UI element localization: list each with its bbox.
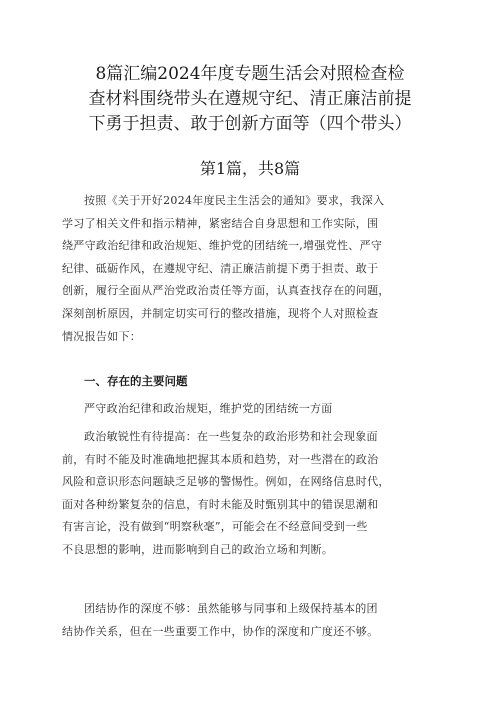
paragraph-line: 面对各种纷繁复杂的信息，有时未能及时甄别其中的错误思潮和 — [62, 497, 379, 511]
paragraph-line: 有害言论，没有做到“明察秋毫”，可能会在不经意间受到一些 — [62, 520, 368, 534]
paragraph-line: 深刻剖析原因，并制定切实可行的整改措施，现将个人对照检查 — [62, 306, 379, 320]
paragraph-line: 政治敏锐性有待提高：在一些复杂的政治形势和社会现象面 — [84, 430, 378, 443]
section-heading: 一、存在的主要问题 — [84, 374, 188, 388]
paragraph-line: 不良思想的影响，进而影响到自己的政治立场和判断。 — [62, 542, 334, 556]
sub-heading — [62, 398, 437, 421]
paragraph-line: 情况报告如下： — [62, 329, 142, 343]
paragraph-line: 前，有时不能及时准确地把握其本质和趋势，对一些潜在的政治 — [62, 452, 379, 466]
paragraph-line: 团结协作的深度不够：虽然能够与同事和上级保持基本的团 — [84, 602, 378, 615]
paragraph-line: 绕严守政治纪律和政治规矩、维护党的团结统一,增强党性、严守 — [62, 239, 383, 253]
document-title — [70, 62, 430, 137]
intro-paragraph — [62, 190, 437, 348]
title-line: 8篇汇编2024年度专题生活会对照检查检 — [95, 64, 405, 84]
title-line: 下勇于担责、敢于创新方面等（四个带头） — [88, 114, 412, 134]
paragraph-line: 结协作关系，但在一些重要工作中，协作的深度和广度还不够。 — [62, 624, 379, 638]
paragraph-line: 风险和意识形态问题缺乏足够的警惕性。例如，在网络信息时代， — [62, 475, 390, 489]
paragraph-line: 纪律、砥砺作风，在遵规守纪、清正廉洁前提下勇于担责、敢于 — [62, 261, 379, 275]
problem-paragraph-political — [62, 426, 437, 562]
paragraph-line: 学习了相关文件和指示精神，紧密结合自身思想和工作实际，围 — [62, 216, 379, 230]
document-subtitle: 第1篇，共8篇 — [199, 159, 301, 178]
problem-paragraph-teamwork — [62, 598, 437, 643]
paragraph-line: 按照《关于开好2024年度民主生活会的通知》要求，我深入 — [84, 194, 385, 207]
title-line: 查材料围绕带头在遵规守纪、清正廉洁前提 — [88, 89, 412, 109]
paragraph-line: 创新，履行全面从严治党政治责任等方面，认真查找存在的问题， — [62, 284, 390, 298]
sub-heading-line: 严守政治纪律和政治规矩，维护党的团结统一方面 — [84, 402, 333, 415]
